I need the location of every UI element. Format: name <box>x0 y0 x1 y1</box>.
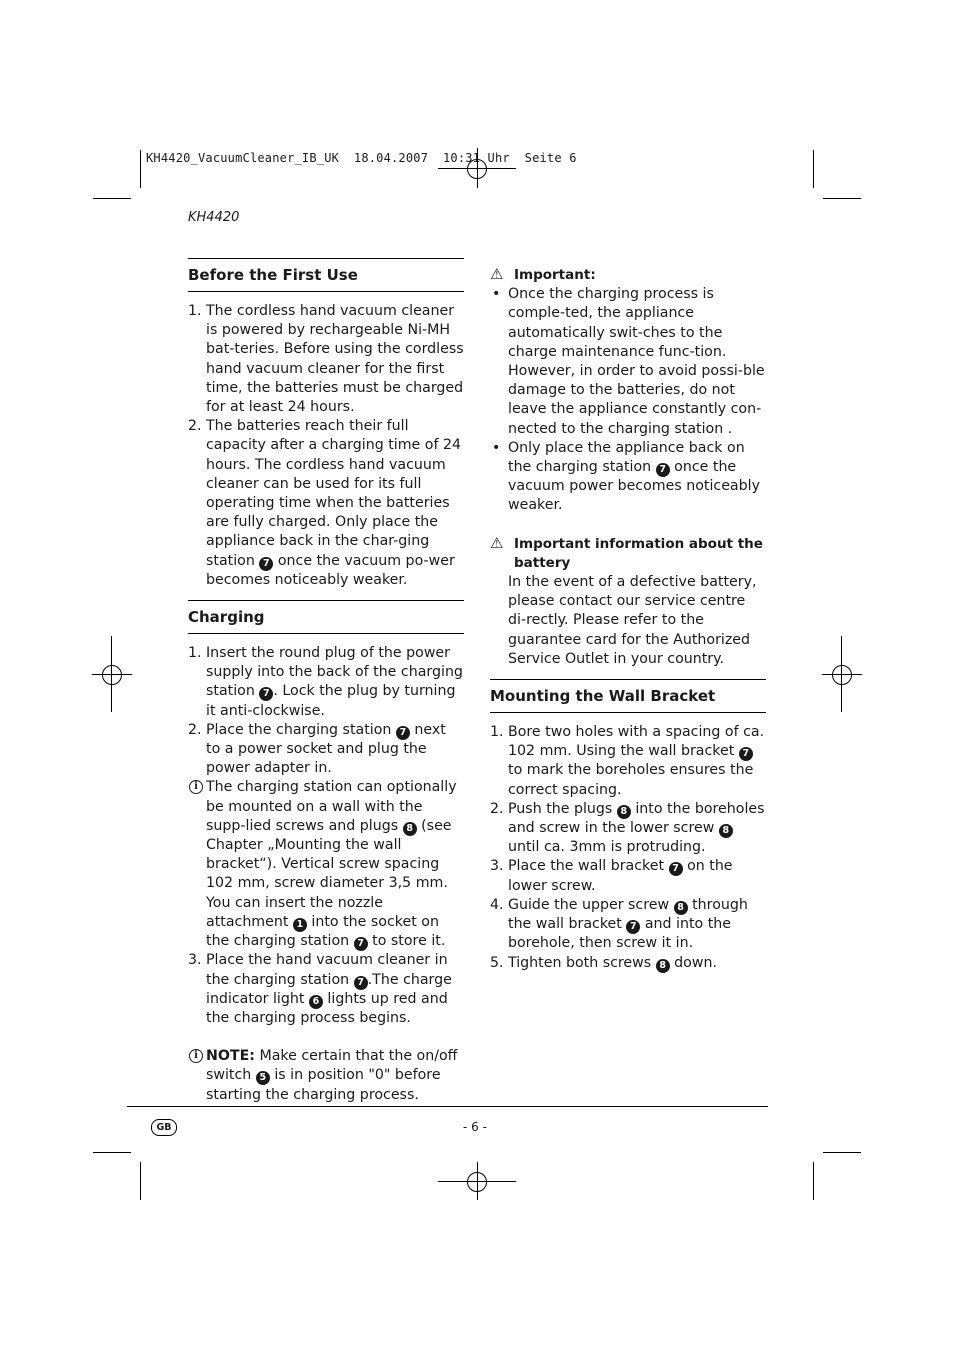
important-heading: ⚠ Important: <box>490 265 596 283</box>
item-text: Only place the appliance back on the charging station <box>508 439 745 476</box>
part-ref-badge: 8 <box>403 822 417 836</box>
item-text: Place the charging station <box>206 721 396 738</box>
part-ref-badge: 1 <box>293 918 307 932</box>
part-ref-badge: 7 <box>669 862 683 876</box>
item-text: Insert the round plug of the power supply into the back of the charging station <box>206 645 463 700</box>
list-item: 2. Push the plugs 8 into the boreholes and screw in the lower screw 8 until ca. 3mm is protruding. <box>490 800 765 856</box>
list-item: 5. Tighten both screws 8 down. <box>490 954 766 973</box>
note-text: Make certain that the on/off switch <box>206 1048 458 1084</box>
info-text: to store it. <box>367 933 446 950</box>
left-column <box>188 258 464 1105</box>
page-number: - 6 - <box>463 1120 487 1134</box>
important-bullets <box>490 285 766 515</box>
item-text: once the vacuum power becomes noticeably weaker. <box>508 459 760 514</box>
section-title-before-first-use: Before the First Use <box>188 258 464 292</box>
crop-mark <box>140 150 141 188</box>
list-item <box>188 644 464 721</box>
part-ref-badge: 5 <box>256 1071 270 1085</box>
warning-icon: ⚠ <box>490 265 504 283</box>
item-text: The batteries reach their full capacity after a charging time of 24 hours. The cordless hand vacuum cleaner can be used for its full operating time when the batteries are fully charged. Only place the appliance back in the char-ging station <box>206 418 462 569</box>
item-number: 1. <box>188 645 202 662</box>
item-number: 3. <box>188 952 202 969</box>
part-ref-badge: 7 <box>626 920 640 934</box>
crop-mark <box>823 198 861 199</box>
registration-mark-icon <box>102 665 122 685</box>
info-note <box>188 778 464 951</box>
charging-list <box>188 644 464 778</box>
item-text: Once the charging process is comple-ted, the appliance automatically swit-ches to the charge maintenance func-tion. However, in order to avoid possi-ble damage to the batteries, do not leave the appliance constantly con-nected to the charging station . <box>508 286 765 437</box>
item-number: 1. <box>490 724 504 741</box>
language-badge: GB <box>151 1119 177 1136</box>
crop-mark <box>477 1162 478 1200</box>
part-ref-badge: 7 <box>354 937 368 951</box>
item-number: 5. <box>490 954 504 971</box>
part-ref-badge: 8 <box>674 901 688 915</box>
part-ref-badge: 7 <box>259 557 273 571</box>
item-text: next to a power socket and plug the power adapter in. <box>206 721 446 777</box>
info-text: (see Chapter „Mounting the wall bracket“). Vertical screw spacing 102 mm, screw diameter 3,5 mm. <box>206 817 452 892</box>
list-item <box>188 417 464 590</box>
print-slug: KH4420_VacuumCleaner_IB_UK 18.04.2007 10:31 Uhr Seite 6 <box>146 151 577 165</box>
bullet-icon: • <box>492 286 501 303</box>
bullet-icon: • <box>492 439 501 456</box>
part-ref-badge: 7 <box>354 976 368 990</box>
model-label: KH4420 <box>188 210 240 225</box>
registration-mark-icon <box>832 665 852 685</box>
crop-mark <box>140 1162 141 1200</box>
note-block <box>188 1047 464 1105</box>
item-text: .The charge indicator light <box>206 971 452 1007</box>
warning-icon: ⚠ <box>490 533 504 552</box>
wall-bracket-list <box>490 723 766 973</box>
charging-list-continued <box>188 951 464 1028</box>
crop-mark <box>92 674 132 675</box>
before-first-use-list <box>188 302 464 590</box>
battery-text: In the event of a defective battery, please contact our service centre di-rectly. Please refer to the guarantee card for the Authorized Service Outlet in your country. <box>508 574 757 667</box>
crop-mark <box>813 150 814 188</box>
crop-mark <box>93 1152 131 1153</box>
item-number: 4. <box>490 896 504 913</box>
item-number: 2. <box>490 800 504 817</box>
part-ref-badge: 7 <box>396 726 410 740</box>
crop-mark <box>823 1152 861 1153</box>
part-ref-badge: 8 <box>617 805 631 819</box>
item-number: 2. <box>188 418 202 435</box>
list-item: 3. Place the wall bracket 7 on the lower screw. <box>490 858 733 894</box>
crop-mark <box>822 674 862 675</box>
part-ref-badge: 8 <box>656 959 670 973</box>
battery-heading: ⚠ Important information about the battery <box>490 533 763 571</box>
info-extra <box>206 894 464 952</box>
list-item: 4. Guide the upper screw 8 through the wall bracket 7 and into the borehole, then screw it in. <box>490 896 748 952</box>
item-text: Place the hand vacuum cleaner in the charging station <box>206 952 448 988</box>
crop-mark <box>93 198 131 199</box>
list-item <box>188 721 464 779</box>
item-number: 2. <box>188 721 202 738</box>
list-item <box>188 302 464 417</box>
info-text: The charging station can optionally be mounted on a wall with the supp-lied screws and plugs <box>206 779 457 834</box>
part-ref-badge: 7 <box>656 463 670 477</box>
part-ref-badge: 8 <box>719 824 733 838</box>
part-ref-badge: 7 <box>259 687 273 701</box>
item-number: 3. <box>490 858 504 875</box>
list-item <box>490 285 766 439</box>
note-label: NOTE: <box>206 1048 255 1065</box>
item-text: . Lock the plug by turning it anti-clockwise. <box>206 683 456 719</box>
info-text: into the socket on the charging station <box>206 913 439 950</box>
info-icon: i <box>189 1049 203 1063</box>
list-item <box>188 951 464 1028</box>
list-item: 1. Bore two holes with a spacing of ca. 102 mm. Using the wall bracket 7 to mark the boreholes ensures the correct spacing. <box>490 724 765 798</box>
item-text: The cordless hand vacuum cleaner is powered by rechargeable Ni-MH bat-teries. Before using the cordless hand vacuum cleaner for the first time, the batteries must be charged for at least 24 hours. <box>206 303 464 416</box>
item-text: once the vacuum po-wer becomes noticeably weaker. <box>206 552 455 588</box>
info-text: You can insert the nozzle attachment <box>206 894 383 930</box>
footer-rule <box>127 1106 768 1107</box>
part-ref-badge: 6 <box>309 995 323 1009</box>
item-number: 1. <box>188 303 202 319</box>
section-title-charging: Charging <box>188 600 464 634</box>
part-ref-badge: 7 <box>739 747 753 761</box>
note-text: is in position "0" before starting the charging process. <box>206 1067 441 1103</box>
item-text: lights up red and the charging process begins. <box>206 990 448 1026</box>
info-icon: i <box>189 780 203 794</box>
crop-mark <box>111 636 112 712</box>
crop-mark <box>813 1162 814 1200</box>
list-item <box>490 439 766 516</box>
section-title-wall-bracket: Mounting the Wall Bracket <box>490 679 766 713</box>
right-column <box>490 266 766 973</box>
crop-mark <box>841 636 842 712</box>
